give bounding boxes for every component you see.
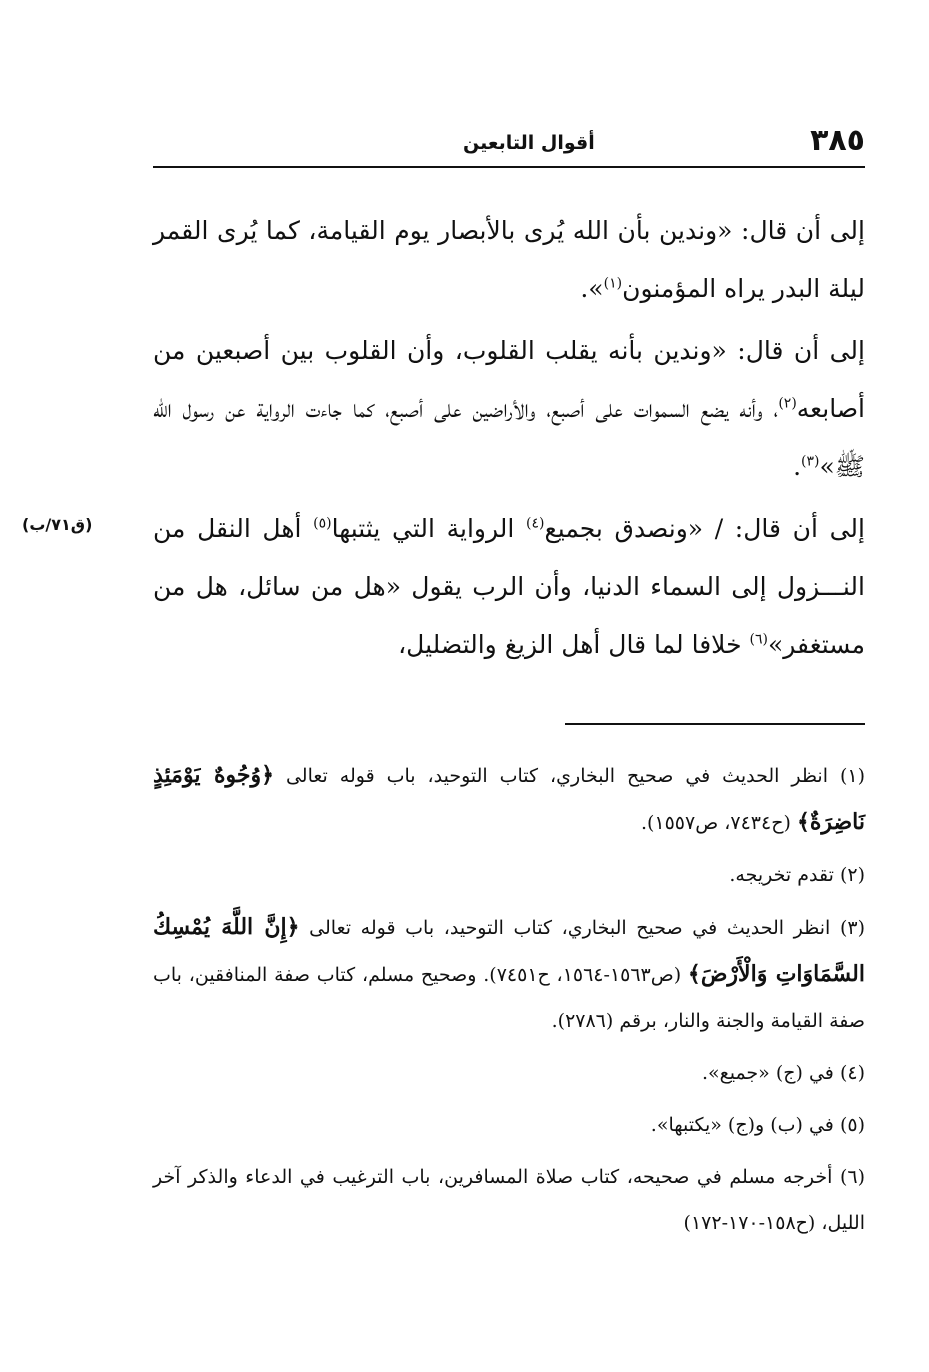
running-title: أقوال التابعين — [463, 132, 595, 154]
paragraph-3 — [153, 500, 865, 674]
footnote-number: (١) — [839, 765, 865, 787]
header-rule — [153, 166, 865, 168]
paragraph-2-text-b: ، وأنه يضع السموات على أصبع، والأراضين على أصبع، كما جاءت الرواية عن رسول الله ﷺ» — [153, 394, 865, 481]
footnote-text: انظر الحديث في صحيح البخاري، كتاب التوحيد، باب قوله تعالى — [285, 765, 828, 787]
footnote-ref-2: (٢) — [778, 395, 797, 412]
footnote-ref-3: (٣) — [801, 453, 820, 470]
footnote-number: (٤) — [839, 1062, 865, 1084]
footnote-text: (ص١٥٦٣-١٥٦٤، ح٧٤٥١). وصحيح مسلم، كتاب صفة المنافقين، باب صفة القيامة والجنة والنار، برقم (٢٧٨٦). — [153, 964, 865, 1032]
footnote-3 — [153, 904, 865, 1044]
footnote-text: في (ج) «جميع». — [701, 1062, 834, 1084]
footnote-number: (٣) — [839, 917, 866, 939]
paragraph-2-text-a: إلى أن قال: «وندين بأنه يقلب القلوب، وأن القلوب بين أصبعين من أصابعه — [153, 336, 865, 423]
footnote-number: (٥) — [839, 1114, 865, 1136]
footnote-text: تقدم تخريجه. — [729, 864, 834, 886]
paragraph-3-text-a: إلى أن قال: / «ونصدق بجميع — [544, 514, 865, 543]
footnote-5 — [153, 1102, 865, 1148]
footnote-ref-5: (٥) — [313, 515, 332, 532]
footnote-number: (٦) — [839, 1166, 865, 1188]
quran-verse: ﴿وُجُوهٌ يَوْمَئِذٍ نَاضِرَةٌ﴾ — [153, 762, 865, 835]
margin-folio-note: (ق٧١/ب) — [22, 515, 93, 534]
paragraph-1-text: إلى أن قال: «وندين بأن الله يُرى بالأبصار يوم القيامة، كما يُرى القمر ليلة البدر يراه المؤمنون — [153, 216, 865, 303]
paragraph-1 — [153, 202, 865, 318]
footnote-ref-6: (٦) — [749, 631, 768, 648]
footnote-2 — [153, 852, 865, 898]
footnote-1 — [153, 752, 865, 846]
quran-verse: ﴿إِنَّ اللَّهَ يُمْسِكُ السَّمَاوَاتِ وَالْأَرْضَ﴾ — [153, 914, 866, 987]
footnote-text: في (ب) و(ج) «يكتبها». — [650, 1114, 834, 1136]
paragraph-2 — [153, 322, 865, 496]
paragraph-2-end: . — [793, 452, 802, 481]
paragraph-1-end: ». — [580, 274, 604, 303]
paragraph-3-text-d: خلافا لما قال أهل الزيغ والتضليل، — [398, 630, 750, 659]
footnote-separator — [565, 723, 865, 725]
footnotes — [153, 752, 865, 1252]
footnote-text: (ح٧٤٣٤، ص١٥٥٧). — [640, 812, 791, 834]
main-text — [153, 202, 865, 678]
paragraph-3-text-c: أهل النقل من النـــزول إلى السماء الدنيا، وأن الرب يقول «هل من سائل، هل من مستغفر» — [153, 514, 865, 659]
footnote-ref-4: (٤) — [526, 515, 545, 532]
footnote-number: (٢) — [839, 864, 865, 886]
footnote-4 — [153, 1050, 865, 1096]
page-header — [153, 120, 865, 164]
page-number: ٣٨٥ — [810, 123, 865, 158]
footnote-text: انظر الحديث في صحيح البخاري، كتاب التوحيد، باب قوله تعالى — [309, 917, 831, 939]
footnote-ref-1: (١) — [603, 275, 623, 292]
paragraph-3-text-b: الرواية التي يثتبها — [331, 514, 527, 543]
footnote-6 — [153, 1154, 865, 1246]
footnote-text: أخرجه مسلم في صحيحه، كتاب صلاة المسافرين، باب الترغيب في الدعاء والذكر آخر الليل، (ح١٥٨-١٧٠-١٧٢) — [153, 1166, 865, 1234]
